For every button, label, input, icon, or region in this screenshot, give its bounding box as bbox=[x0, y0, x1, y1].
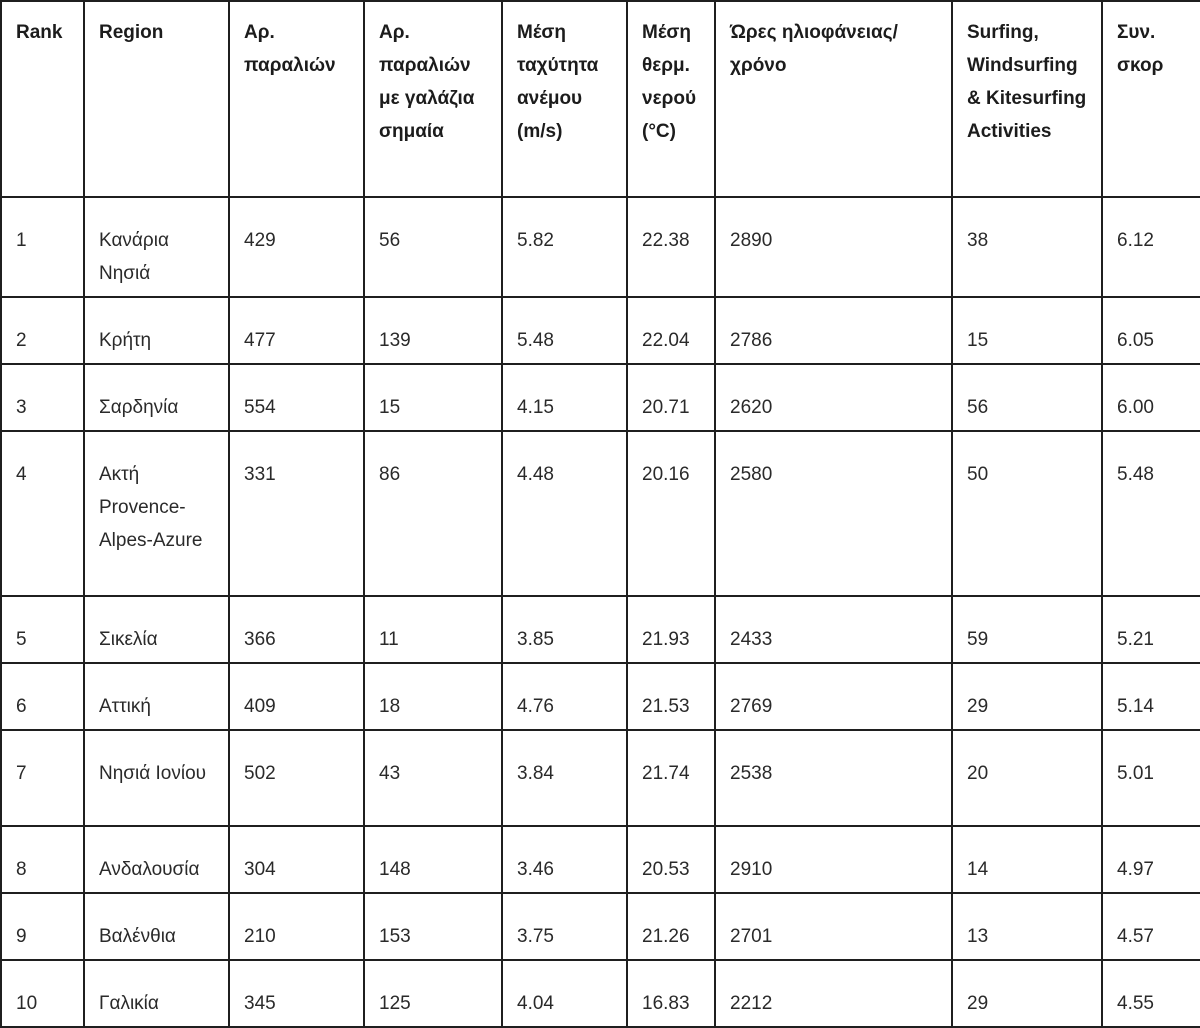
cell-beaches: 477 bbox=[229, 297, 364, 364]
cell-wind-speed: 3.46 bbox=[502, 826, 627, 893]
cell-score: 5.48 bbox=[1102, 431, 1200, 596]
cell-rank: 2 bbox=[1, 297, 84, 364]
cell-beaches: 429 bbox=[229, 197, 364, 297]
cell-sunshine: 2890 bbox=[715, 197, 952, 297]
cell-blue-flag: 15 bbox=[364, 364, 502, 431]
cell-activities: 50 bbox=[952, 431, 1102, 596]
cell-beaches: 502 bbox=[229, 730, 364, 826]
cell-region: Κρήτη bbox=[84, 297, 229, 364]
cell-wind-speed: 3.75 bbox=[502, 893, 627, 960]
cell-wind-speed: 3.85 bbox=[502, 596, 627, 663]
cell-blue-flag: 125 bbox=[364, 960, 502, 1027]
cell-region: Αττική bbox=[84, 663, 229, 730]
cell-beaches: 331 bbox=[229, 431, 364, 596]
table-row bbox=[1, 730, 1200, 826]
col-header-sunshine-hours: Ώρες ηλιοφάνειας/χρόνο bbox=[715, 1, 952, 197]
table-row bbox=[1, 297, 1200, 364]
cell-beaches: 554 bbox=[229, 364, 364, 431]
cell-region: Κανάρια Νησιά bbox=[84, 197, 229, 297]
col-header-total-score: Συν. σκορ bbox=[1102, 1, 1200, 197]
cell-rank: 7 bbox=[1, 730, 84, 826]
cell-score: 6.00 bbox=[1102, 364, 1200, 431]
cell-activities: 29 bbox=[952, 960, 1102, 1027]
cell-sunshine: 2786 bbox=[715, 297, 952, 364]
col-header-beaches: Αρ. παραλιών bbox=[229, 1, 364, 197]
cell-activities: 14 bbox=[952, 826, 1102, 893]
cell-score: 6.12 bbox=[1102, 197, 1200, 297]
cell-rank: 3 bbox=[1, 364, 84, 431]
cell-rank: 9 bbox=[1, 893, 84, 960]
cell-sunshine: 2212 bbox=[715, 960, 952, 1027]
col-header-region: Region bbox=[84, 1, 229, 197]
table-row bbox=[1, 960, 1200, 1027]
cell-activities: 29 bbox=[952, 663, 1102, 730]
cell-blue-flag: 139 bbox=[364, 297, 502, 364]
cell-activities: 13 bbox=[952, 893, 1102, 960]
cell-rank: 4 bbox=[1, 431, 84, 596]
cell-wind-speed: 5.82 bbox=[502, 197, 627, 297]
cell-sunshine: 2620 bbox=[715, 364, 952, 431]
cell-sunshine: 2538 bbox=[715, 730, 952, 826]
cell-water-temp: 21.74 bbox=[627, 730, 715, 826]
cell-rank: 6 bbox=[1, 663, 84, 730]
cell-score: 6.05 bbox=[1102, 297, 1200, 364]
cell-beaches: 304 bbox=[229, 826, 364, 893]
cell-activities: 56 bbox=[952, 364, 1102, 431]
cell-rank: 8 bbox=[1, 826, 84, 893]
cell-wind-speed: 5.48 bbox=[502, 297, 627, 364]
cell-activities: 38 bbox=[952, 197, 1102, 297]
cell-region: Γαλικία bbox=[84, 960, 229, 1027]
cell-blue-flag: 148 bbox=[364, 826, 502, 893]
cell-wind-speed: 3.84 bbox=[502, 730, 627, 826]
cell-blue-flag: 11 bbox=[364, 596, 502, 663]
table-row bbox=[1, 431, 1200, 596]
table-row bbox=[1, 596, 1200, 663]
cell-wind-speed: 4.76 bbox=[502, 663, 627, 730]
header-row bbox=[1, 1, 1200, 197]
table-row bbox=[1, 197, 1200, 297]
cell-water-temp: 16.83 bbox=[627, 960, 715, 1027]
cell-activities: 20 bbox=[952, 730, 1102, 826]
table-row bbox=[1, 893, 1200, 960]
cell-blue-flag: 56 bbox=[364, 197, 502, 297]
cell-region: Ανδαλουσία bbox=[84, 826, 229, 893]
cell-water-temp: 21.53 bbox=[627, 663, 715, 730]
cell-sunshine: 2769 bbox=[715, 663, 952, 730]
cell-blue-flag: 86 bbox=[364, 431, 502, 596]
col-header-wind-speed: Μέση ταχύτητα ανέμου (m/s) bbox=[502, 1, 627, 197]
cell-water-temp: 20.53 bbox=[627, 826, 715, 893]
cell-water-temp: 20.16 bbox=[627, 431, 715, 596]
cell-beaches: 345 bbox=[229, 960, 364, 1027]
cell-wind-speed: 4.04 bbox=[502, 960, 627, 1027]
cell-wind-speed: 4.48 bbox=[502, 431, 627, 596]
cell-region: Νησιά Ιονίου bbox=[84, 730, 229, 826]
cell-activities: 59 bbox=[952, 596, 1102, 663]
col-header-blue-flag-beaches: Αρ. παραλιών με γαλάζια σημαία bbox=[364, 1, 502, 197]
cell-blue-flag: 153 bbox=[364, 893, 502, 960]
cell-wind-speed: 4.15 bbox=[502, 364, 627, 431]
cell-water-temp: 20.71 bbox=[627, 364, 715, 431]
cell-water-temp: 21.26 bbox=[627, 893, 715, 960]
cell-sunshine: 2433 bbox=[715, 596, 952, 663]
cell-score: 5.01 bbox=[1102, 730, 1200, 826]
cell-water-temp: 22.38 bbox=[627, 197, 715, 297]
cell-score: 4.55 bbox=[1102, 960, 1200, 1027]
cell-sunshine: 2910 bbox=[715, 826, 952, 893]
cell-beaches: 210 bbox=[229, 893, 364, 960]
cell-blue-flag: 43 bbox=[364, 730, 502, 826]
table-row bbox=[1, 826, 1200, 893]
cell-score: 4.57 bbox=[1102, 893, 1200, 960]
cell-rank: 10 bbox=[1, 960, 84, 1027]
cell-water-temp: 21.93 bbox=[627, 596, 715, 663]
cell-score: 5.14 bbox=[1102, 663, 1200, 730]
cell-sunshine: 2580 bbox=[715, 431, 952, 596]
col-header-rank: Rank bbox=[1, 1, 84, 197]
cell-rank: 5 bbox=[1, 596, 84, 663]
cell-score: 5.21 bbox=[1102, 596, 1200, 663]
cell-water-temp: 22.04 bbox=[627, 297, 715, 364]
cell-beaches: 409 bbox=[229, 663, 364, 730]
cell-region: Σαρδηνία bbox=[84, 364, 229, 431]
table-row bbox=[1, 364, 1200, 431]
cell-beaches: 366 bbox=[229, 596, 364, 663]
cell-blue-flag: 18 bbox=[364, 663, 502, 730]
col-header-water-temp: Μέση θερμ. νερού (°C) bbox=[627, 1, 715, 197]
cell-region: Βαλένθια bbox=[84, 893, 229, 960]
cell-sunshine: 2701 bbox=[715, 893, 952, 960]
cell-score: 4.97 bbox=[1102, 826, 1200, 893]
cell-activities: 15 bbox=[952, 297, 1102, 364]
table-row bbox=[1, 663, 1200, 730]
cell-region: Σικελία bbox=[84, 596, 229, 663]
cell-region: Ακτή Provence-Alpes-Azure bbox=[84, 431, 229, 596]
col-header-surf-activities: Surfing, Windsurfing & Kitesurfing Activities bbox=[952, 1, 1102, 197]
cell-rank: 1 bbox=[1, 197, 84, 297]
